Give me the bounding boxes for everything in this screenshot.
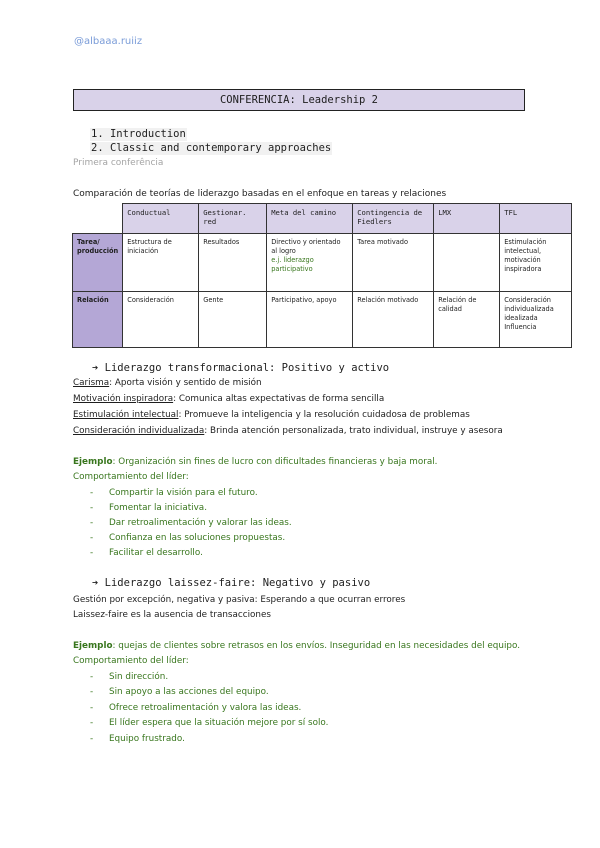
section-title-text: Liderazgo laissez-faire: Negativo y pasivo — [104, 577, 371, 589]
example-text: : Organización sin fines de lucro con dificultades financieras y baja moral. — [112, 457, 438, 467]
term: Consideración individualizada — [73, 426, 205, 436]
list-item — [90, 687, 269, 697]
list-item-text: El líder espera que la situación mejore por sí solo. — [109, 718, 329, 728]
text-line: Gestión por excepción, negativa y pasiva: Esperando a que ocurran errores — [73, 595, 406, 605]
list-item — [90, 503, 207, 513]
definition: : Promueve la inteligencia y la resolución cuidadosa de problemas — [178, 410, 470, 420]
list-item — [90, 734, 185, 744]
example-label: Ejemplo — [73, 641, 113, 651]
arrow-icon: ➔ — [92, 577, 99, 589]
table-corner — [73, 204, 123, 234]
term: Motivación inspiradora — [73, 394, 174, 404]
toc-item-1: 1. Introduction — [91, 128, 186, 140]
dash-icon: - — [90, 672, 94, 682]
term: Carisma — [73, 378, 110, 388]
table-cell — [434, 234, 500, 292]
cell-note: e.j. liderazgo participativo — [271, 256, 314, 273]
arrow-icon: ➔ — [92, 362, 99, 374]
table-cell: Relación de calidad — [434, 292, 500, 348]
dash-icon: - — [90, 703, 94, 713]
table-header: TFL — [500, 204, 572, 234]
dash-icon: - — [90, 488, 94, 498]
row-header: Relación — [73, 292, 123, 348]
table-cell: Consideración individualizada idealizada Influencia — [500, 292, 572, 348]
section-title-transformational — [92, 362, 389, 374]
table-cell: Tarea motivado — [353, 234, 434, 292]
table-cell: Consideración — [123, 292, 199, 348]
table-cell: Resultados — [199, 234, 267, 292]
term: Estimulación intelectual — [73, 410, 179, 420]
section-title-text: Liderazgo transformacional: Positivo y activo — [104, 362, 390, 374]
table-cell: Participativo, apoyo — [267, 292, 353, 348]
definition-line — [73, 426, 503, 436]
example-line — [73, 641, 520, 651]
list-item-text: Ofrece retroalimentación y valora las ideas. — [109, 703, 302, 713]
table-header: LMX — [434, 204, 500, 234]
dash-icon: - — [90, 687, 94, 697]
table-header: Gestionar. red — [199, 204, 267, 234]
definition: : Brinda atención personalizada, trato individual, instruye y asesora — [204, 426, 503, 436]
definition: : Comunica altas expectativas de forma sencilla — [173, 394, 385, 404]
list-item-text: Sin dirección. — [109, 672, 169, 682]
dash-icon: - — [90, 518, 94, 528]
list-item — [90, 548, 203, 558]
subtitle: Primera conferência — [73, 158, 164, 168]
table-cell: Estructura de iniciación — [123, 234, 199, 292]
author-handle: @albaaa.ruiiz — [74, 36, 143, 47]
row-header: Tarea/ producción — [73, 234, 123, 292]
table-header-row — [73, 204, 572, 234]
example-line — [73, 457, 437, 467]
table-header: Meta del camino — [267, 204, 353, 234]
dash-icon: - — [90, 503, 94, 513]
dash-icon: - — [90, 718, 94, 728]
list-item-text: Equipo frustrado. — [109, 734, 185, 744]
text-line: Laissez-faire es la ausencia de transacciones — [73, 610, 271, 620]
list-item-text: Compartir la visión para el futuro. — [109, 488, 258, 498]
definition: : Aporta visión y sentido de misión — [109, 378, 262, 388]
section-title-laissez-faire — [92, 577, 370, 589]
list-item-text: Fomentar la iniciativa. — [109, 503, 207, 513]
behaviour-label: Comportamiento del líder: — [73, 472, 189, 482]
list-item — [90, 672, 168, 682]
table-cell: Gente — [199, 292, 267, 348]
example-label: Ejemplo — [73, 457, 113, 467]
dash-icon: - — [90, 734, 94, 744]
list-item-text: Dar retroalimentación y valorar las ideas. — [109, 518, 292, 528]
table-header: Conductual — [123, 204, 199, 234]
table-caption: Comparación de teorías de liderazgo basadas en el enfoque en tareas y relaciones — [73, 189, 447, 199]
cell-text: Directivo y orientado al logro — [271, 238, 341, 255]
table-row — [73, 234, 572, 292]
conference-title: CONFERENCIA: Leadership 2 — [73, 89, 525, 111]
definition-line — [73, 410, 470, 420]
toc-item-2: 2. Classic and contemporary approaches — [91, 142, 332, 154]
table-cell: Estimulación intelectual, motivación inspiradora — [500, 234, 572, 292]
table-row — [73, 292, 572, 348]
list-item — [90, 718, 328, 728]
definition-line — [73, 378, 262, 388]
table-cell — [267, 234, 353, 292]
leadership-table — [72, 203, 572, 348]
list-item-text: Confianza en las soluciones propuestas. — [109, 533, 286, 543]
list-item — [90, 533, 285, 543]
list-item — [90, 518, 292, 528]
list-item — [90, 703, 301, 713]
list-item-text: Sin apoyo a las acciones del equipo. — [109, 687, 269, 697]
behaviour-label: Comportamiento del líder: — [73, 656, 189, 666]
list-item-text: Facilitar el desarrollo. — [109, 548, 203, 558]
definition-line — [73, 394, 384, 404]
list-item — [90, 488, 258, 498]
table-header: Contingencia de Fiedlers — [353, 204, 434, 234]
dash-icon: - — [90, 548, 94, 558]
table-cell: Relación motivado — [353, 292, 434, 348]
dash-icon: - — [90, 533, 94, 543]
example-text: : quejas de clientes sobre retrasos en los envíos. Inseguridad en las necesidades del equipo. — [112, 641, 521, 651]
